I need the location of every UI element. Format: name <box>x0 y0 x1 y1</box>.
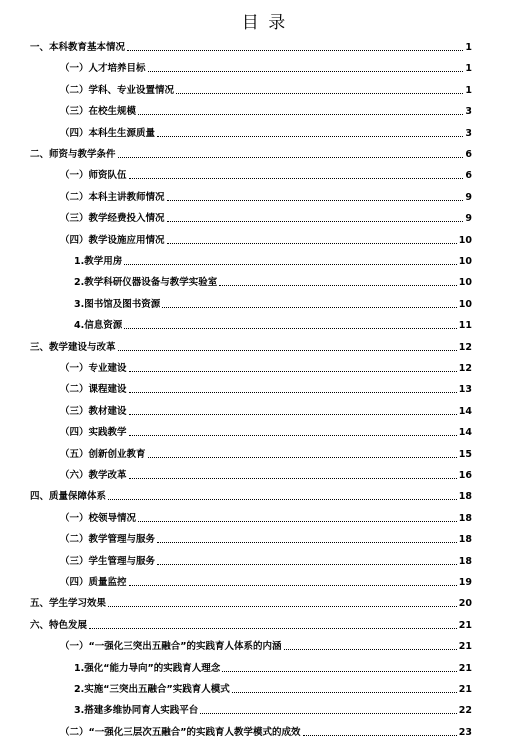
toc-entry-title: （三）教材建设 <box>60 405 127 417</box>
toc-entry[interactable] <box>60 104 472 118</box>
toc-entry-title: 1.教学用房 <box>74 256 123 267</box>
toc-page-number: 15 <box>458 448 472 460</box>
toc-entry-title: （二）学科、专业设置情况 <box>60 84 175 96</box>
toc-entry[interactable] <box>60 382 472 396</box>
toc-page-number: 10 <box>458 298 472 310</box>
toc-entry[interactable] <box>60 126 472 140</box>
toc-entry[interactable] <box>60 725 472 739</box>
toc-entry[interactable] <box>30 618 472 632</box>
toc-page-number: 21 <box>458 619 472 631</box>
toc-entry[interactable] <box>30 489 472 503</box>
toc-entry-title: （二）“一强化三层次五融合”的实践育人教学模式的成效 <box>60 726 301 738</box>
toc-entry[interactable] <box>60 639 472 653</box>
dot-leader <box>232 692 457 693</box>
toc-entry-title: （四）实践教学 <box>60 427 127 439</box>
toc-entry[interactable] <box>60 511 472 525</box>
dot-leader <box>167 221 464 222</box>
dot-leader <box>124 328 457 329</box>
toc-entry[interactable] <box>74 297 472 311</box>
toc-entry[interactable] <box>60 468 472 482</box>
toc-entry-title: 一、本科教育基本情况 <box>30 42 126 53</box>
toc-entry-title: （二）教学管理与服务 <box>60 534 156 546</box>
toc-entry-title: （六）教学改革 <box>60 470 127 481</box>
dot-leader <box>222 671 457 672</box>
dot-leader <box>108 499 457 500</box>
dot-leader <box>157 564 457 565</box>
toc-entry[interactable] <box>60 233 472 247</box>
toc-page-number: 14 <box>458 405 472 417</box>
toc-entry-title: （四）本科生生源质量 <box>60 127 156 139</box>
toc-page-number: 18 <box>458 534 472 546</box>
dot-leader <box>118 157 464 158</box>
toc-page-number: 3 <box>465 127 472 139</box>
toc-page-number: 12 <box>458 363 472 374</box>
dot-leader <box>129 585 457 586</box>
dot-leader <box>219 285 457 286</box>
toc-entry[interactable] <box>60 425 472 439</box>
toc-entry[interactable] <box>60 61 472 75</box>
dot-leader <box>284 649 457 650</box>
toc-entry-title: 四、质量保障体系 <box>30 491 107 503</box>
toc-entry[interactable] <box>74 318 472 332</box>
dot-leader <box>148 457 457 458</box>
dot-leader <box>129 435 457 436</box>
toc-entry[interactable] <box>60 211 472 225</box>
toc-page-number: 10 <box>458 256 472 267</box>
dot-leader <box>303 735 457 736</box>
toc-entry[interactable] <box>60 168 472 182</box>
page-title: 目 录 <box>241 13 288 33</box>
toc-entry[interactable] <box>60 447 472 461</box>
dot-leader <box>118 350 457 351</box>
toc-page-number: 19 <box>458 577 472 588</box>
toc-entry-title: （二）本科主讲教师情况 <box>60 191 165 203</box>
toc-page-number: 1 <box>465 84 472 96</box>
toc-page-number: 12 <box>458 341 472 353</box>
toc-page-number: 6 <box>465 149 472 160</box>
toc-entry-title: 五、学生学习效果 <box>30 598 107 610</box>
dot-leader <box>176 93 463 94</box>
toc-page-number: 6 <box>465 170 472 182</box>
toc-entry-title: 3.搭建多维协同育人实践平台 <box>74 705 199 717</box>
toc-entry[interactable] <box>60 554 472 568</box>
dot-leader <box>157 136 463 137</box>
dot-leader <box>157 542 457 543</box>
dot-leader <box>167 243 457 244</box>
toc-page-number: 18 <box>458 555 472 567</box>
toc-page-number: 21 <box>458 662 472 674</box>
toc-entry-title: （四）教学设施应用情况 <box>60 234 165 246</box>
toc-entry[interactable] <box>74 682 472 696</box>
dot-leader <box>162 307 457 308</box>
dot-leader <box>138 521 457 522</box>
toc-entry[interactable] <box>60 190 472 204</box>
toc-entry[interactable] <box>60 83 472 97</box>
toc-entry-title: 2.实施“三突出五融合”实践育人模式 <box>74 684 230 695</box>
toc-entry-title: （五）创新创业教育 <box>60 448 146 460</box>
toc-page-number: 1 <box>465 63 472 75</box>
toc-entry-title: （一）人才培养目标 <box>60 63 146 75</box>
toc-entry-title: 二、师资与教学条件 <box>30 149 116 160</box>
toc-page-number: 10 <box>458 277 472 289</box>
dot-leader <box>127 50 463 51</box>
toc-entry-title: 2.教学科研仪器设备与教学实验室 <box>74 277 218 289</box>
toc-entry[interactable] <box>74 275 472 289</box>
toc-entry[interactable] <box>60 361 472 375</box>
toc-page-number: 18 <box>458 491 472 503</box>
dot-leader <box>89 628 457 629</box>
toc-page-number: 9 <box>465 213 472 225</box>
toc-entry-title: 1.强化“能力导向”的实践育人理念 <box>74 662 221 674</box>
dot-leader <box>108 606 457 607</box>
dot-leader <box>129 392 457 393</box>
toc-entry[interactable] <box>30 340 472 354</box>
toc-entry-title: 六、特色发展 <box>30 619 88 631</box>
toc-page-number: 10 <box>458 234 472 246</box>
toc-page-number: 1 <box>465 42 472 53</box>
toc-entry-title: 三、教学建设与改革 <box>30 341 116 353</box>
toc-page-number: 21 <box>458 684 472 695</box>
toc-entry-title: 3.图书馆及图书资源 <box>74 298 161 310</box>
toc-entry[interactable] <box>74 254 472 268</box>
toc-page-number: 9 <box>465 191 472 203</box>
toc-entry-title: （一）“一强化三突出五融合”的实践育人体系的内涵 <box>60 641 282 653</box>
dot-leader <box>129 178 464 179</box>
toc-entry-title: （三）教学经费投入情况 <box>60 213 165 225</box>
toc-entry-title: （二）课程建设 <box>60 384 127 396</box>
toc-entry-title: （四）质量监控 <box>60 577 127 588</box>
toc-page-number: 16 <box>458 470 472 481</box>
toc-entry[interactable] <box>74 661 472 675</box>
toc-page-number: 18 <box>458 512 472 524</box>
toc-entry-title: （一）师资队伍 <box>60 170 127 182</box>
toc-page-number: 3 <box>465 106 472 118</box>
dot-leader <box>200 713 457 714</box>
toc-entry[interactable] <box>60 532 472 546</box>
toc-entry-title: （一）专业建设 <box>60 363 127 374</box>
toc-entry[interactable] <box>60 575 472 589</box>
dot-leader <box>167 200 464 201</box>
dot-leader <box>129 371 457 372</box>
toc-page-number: 11 <box>458 320 472 332</box>
toc-page-number: 14 <box>458 427 472 439</box>
toc-entry-title: 4.信息资源 <box>74 320 123 332</box>
toc-page-number: 20 <box>458 598 472 610</box>
toc-entry[interactable] <box>30 147 472 161</box>
dot-leader <box>129 478 457 479</box>
toc-entry[interactable] <box>74 703 472 717</box>
toc-entry[interactable] <box>30 40 472 54</box>
toc-page-number: 23 <box>458 726 472 738</box>
dot-leader <box>148 71 464 72</box>
toc-page-number: 22 <box>458 705 472 717</box>
toc-page-number: 13 <box>458 384 472 396</box>
toc-entry[interactable] <box>30 596 472 610</box>
toc-entry-title: （三）学生管理与服务 <box>60 555 156 567</box>
dot-leader <box>129 414 457 415</box>
dot-leader <box>138 114 463 115</box>
toc-entry-title: （一）校领导情况 <box>60 512 137 524</box>
toc-entry[interactable] <box>60 404 472 418</box>
dot-leader <box>124 264 457 265</box>
toc-entry-title: （三）在校生规模 <box>60 106 137 118</box>
toc-page-number: 21 <box>458 641 472 653</box>
